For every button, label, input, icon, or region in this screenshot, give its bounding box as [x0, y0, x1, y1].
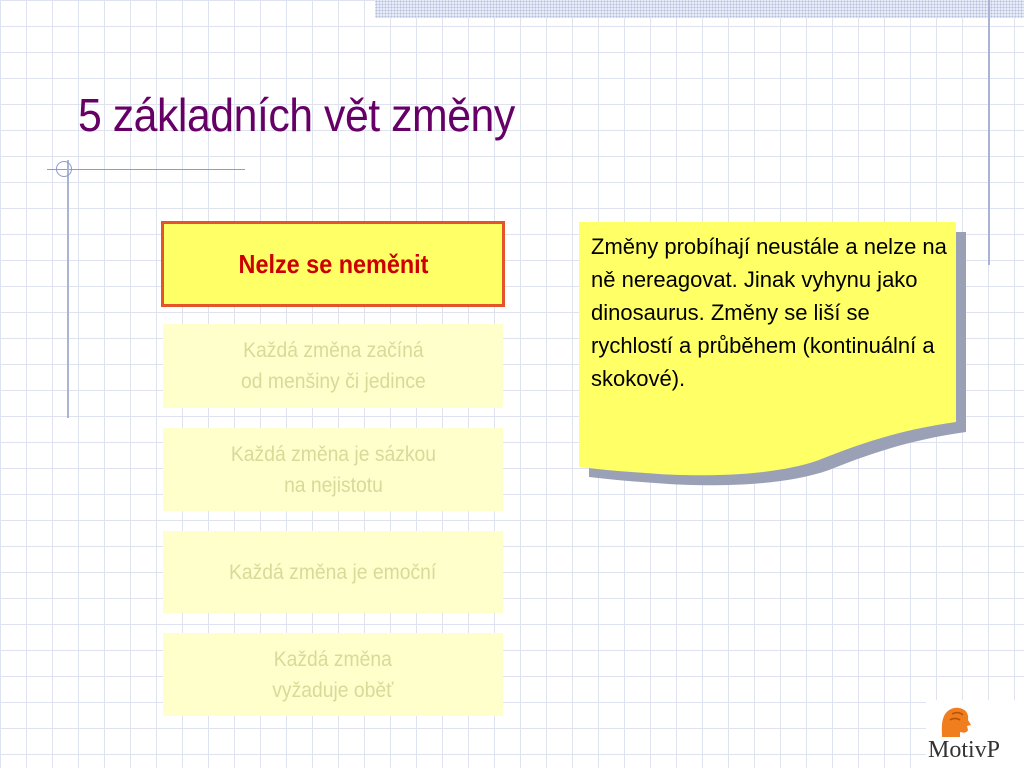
law-label: Každá změna vyžaduje oběť: [272, 647, 394, 702]
law-label: Každá změna je sázkou na nejistotu: [230, 442, 436, 497]
decor-title-underline: [47, 169, 245, 170]
note-callout: [579, 222, 956, 470]
logo: [926, 700, 1024, 768]
law-box-active: [161, 221, 505, 307]
law-box: [163, 531, 503, 613]
slide-title: 5 základních vět změny: [78, 89, 515, 141]
law-label: Každá změna je emoční: [229, 560, 437, 584]
note-text: Změny probíhají neustále a nelze na ně nereagovat. Jinak vyhynu jako dinosaurus. Změny se liší se rychlostí a průběhem (kontinuální a skokové).: [591, 234, 947, 391]
law-box: [163, 428, 503, 511]
law-box: [163, 324, 503, 408]
law-box: [163, 633, 503, 716]
decor-circle-mark: [56, 161, 72, 177]
decor-vertical-line-left: [67, 160, 69, 418]
law-label: Každá změna začíná od menšiny či jedince: [240, 339, 426, 393]
decor-vertical-line-right: [988, 0, 990, 265]
logo-text: MotivP: [928, 737, 1001, 763]
head-profile-icon: [938, 705, 972, 739]
law-label: Nelze se neměnit: [238, 248, 428, 279]
top-decor-band: [375, 0, 1024, 18]
